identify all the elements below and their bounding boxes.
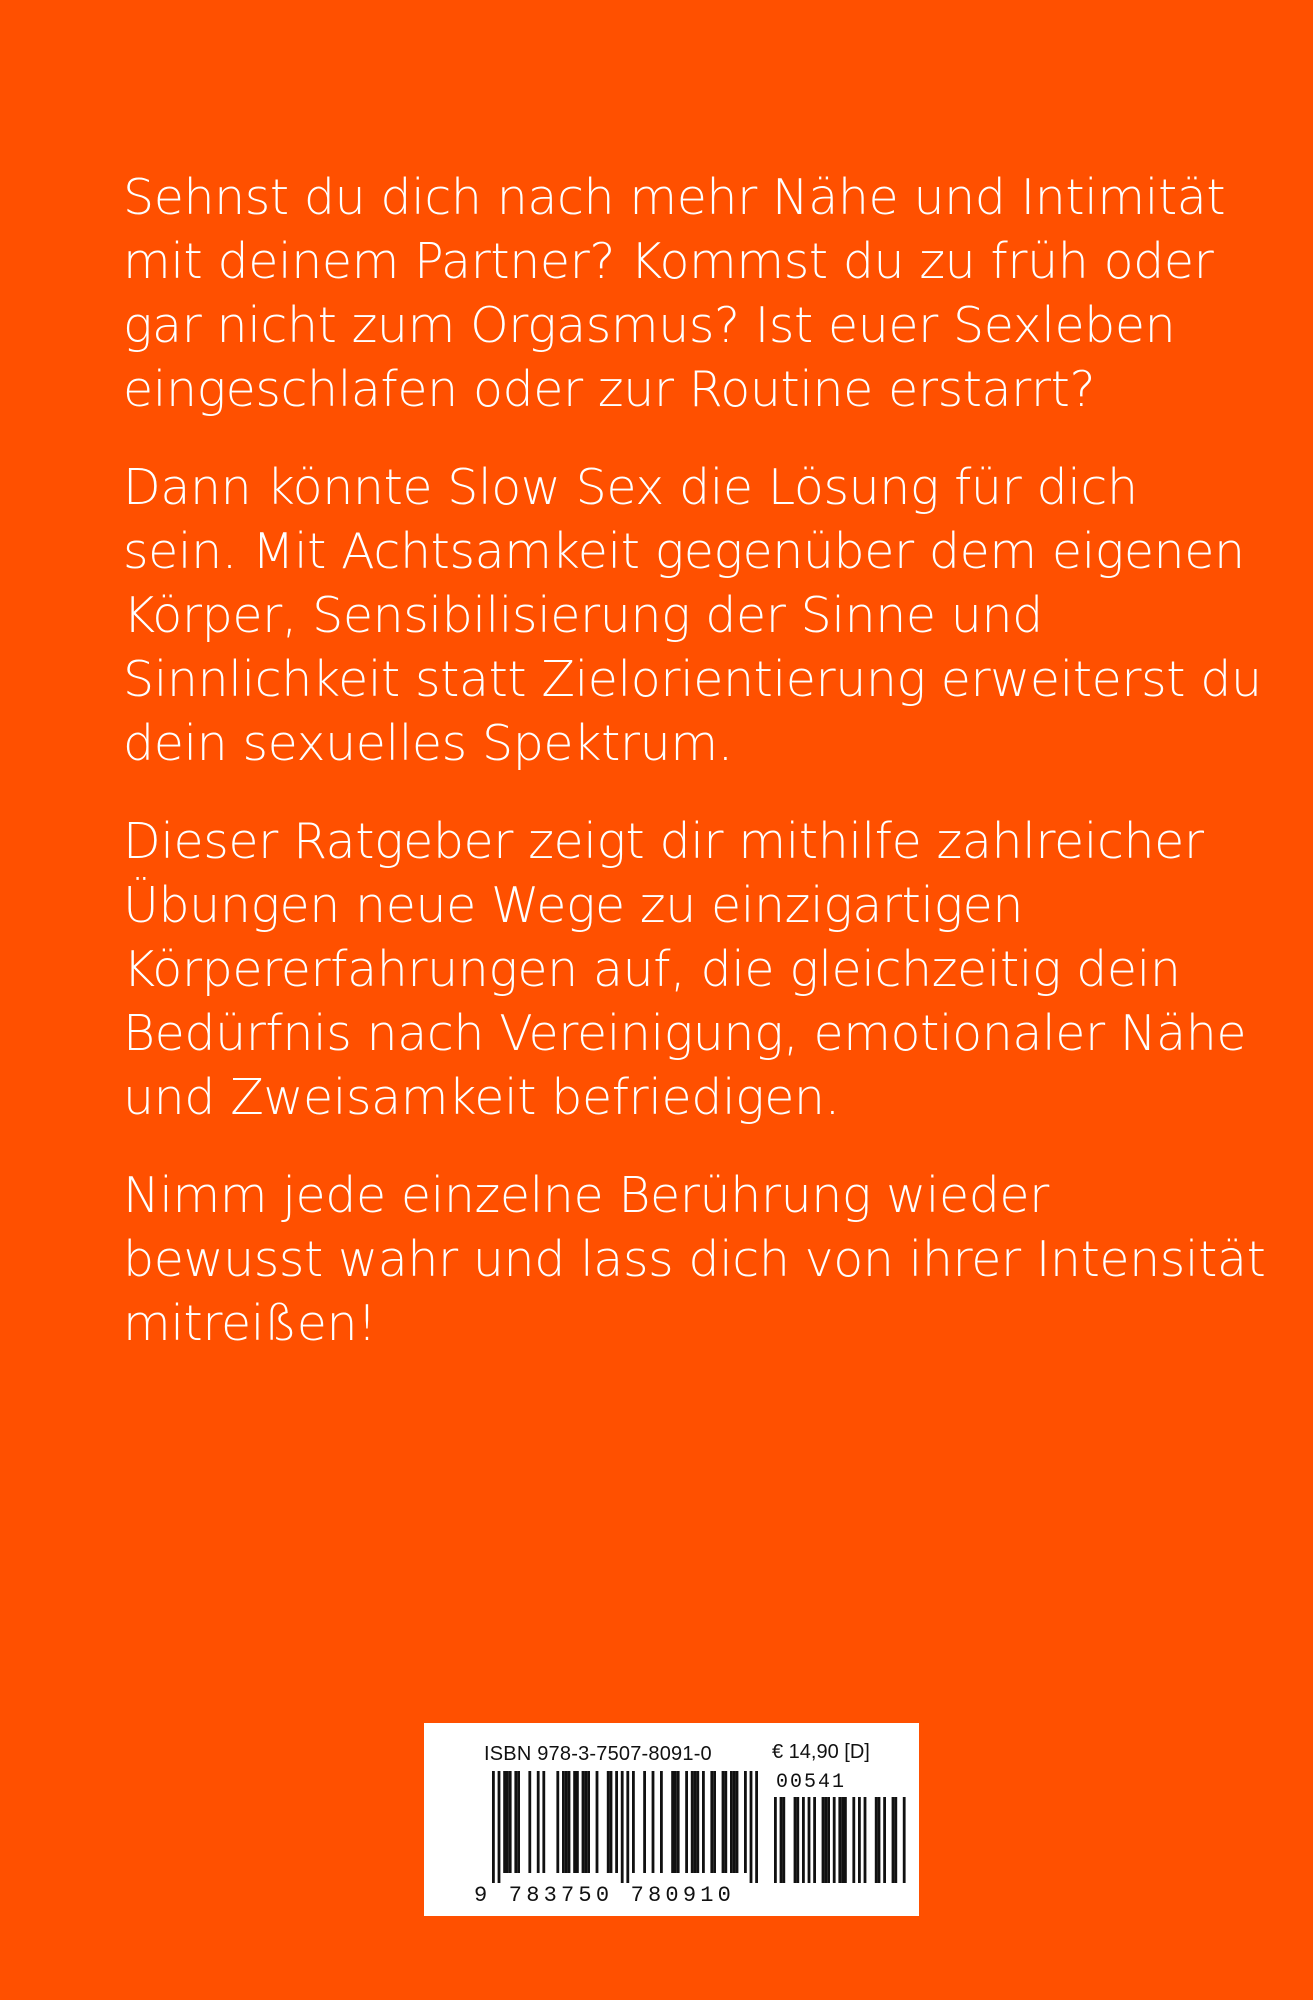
barcode-bar — [782, 1797, 785, 1883]
blurb-line: Dann könnte Slow Sex die Lösung für dich — [123, 459, 1138, 516]
barcode-bar — [730, 1771, 733, 1873]
barcode-bar — [794, 1797, 797, 1883]
barcode-bar — [844, 1797, 847, 1883]
barcode-bar — [565, 1771, 568, 1873]
barcode-bar — [822, 1797, 825, 1883]
price-label: € 14,90 [D] — [772, 1741, 870, 1763]
blurb-line: dein sexuelles Spektrum. — [123, 715, 733, 772]
barcode-bar — [556, 1771, 559, 1873]
barcode-bar — [878, 1797, 881, 1883]
barcode-bar — [503, 1771, 506, 1873]
barcode-bar — [875, 1797, 878, 1883]
barcode-bar — [626, 1771, 629, 1883]
barcode-bar — [691, 1771, 694, 1873]
barcode-bar — [596, 1771, 599, 1873]
barcode-bar — [733, 1771, 736, 1873]
barcode-bar — [750, 1771, 753, 1883]
isbn-label: ISBN 978-3-7507-8091-0 — [484, 1743, 712, 1765]
barcode-bar — [858, 1797, 861, 1883]
barcode-bar — [607, 1771, 610, 1873]
barcode-bar — [677, 1771, 680, 1873]
barcode-bar — [632, 1771, 635, 1873]
barcode-bar — [528, 1771, 531, 1873]
barcode-bar — [713, 1771, 716, 1873]
blurb-line: sein. Mit Achtsamkeit gegenüber dem eigenen — [123, 523, 1245, 580]
barcode-bar — [517, 1771, 520, 1873]
barcode-bar — [808, 1797, 811, 1883]
addon-code: 00541 — [776, 1771, 847, 1794]
barcode-bar — [582, 1771, 585, 1873]
blurb-paragraph-4 — [123, 1164, 1266, 1356]
barcode-bar — [852, 1797, 855, 1883]
blurb-line: Dieser Ratgeber zeigt dir mithilfe zahlreicher — [123, 813, 1204, 870]
barcode-bar — [724, 1771, 727, 1873]
barcode-bar — [660, 1771, 663, 1873]
barcode-bar — [492, 1771, 495, 1883]
blurb-paragraph-1 — [123, 166, 1233, 422]
barcode-bar — [498, 1771, 501, 1883]
barcode-label — [424, 1723, 919, 1916]
barcode-bar — [841, 1797, 844, 1883]
barcode-bar — [864, 1797, 867, 1883]
barcode-bar — [696, 1771, 699, 1873]
barcode-bar — [892, 1797, 895, 1883]
barcode-bar — [802, 1797, 805, 1883]
ean-digits: 9 783750 780910 — [474, 1883, 736, 1908]
barcode-bar — [610, 1771, 613, 1873]
barcode-bar — [584, 1771, 587, 1873]
barcode-bar — [615, 1771, 618, 1873]
barcode-bar — [562, 1771, 565, 1873]
barcode-bar — [827, 1797, 830, 1883]
barcode-bar — [573, 1771, 576, 1873]
barcode-bar — [722, 1771, 725, 1873]
barcode-bar — [894, 1797, 897, 1883]
barcode-bar — [674, 1771, 677, 1873]
addon-barcode — [774, 1797, 906, 1883]
blurb-line: Sinnlichkeit statt Zielorientierung erweiterst du — [123, 651, 1262, 708]
barcode-bar — [833, 1797, 836, 1883]
barcode-bar — [587, 1771, 590, 1873]
barcode-bar — [903, 1797, 906, 1883]
barcode-bar — [774, 1797, 777, 1883]
barcode-bar — [652, 1771, 655, 1873]
blurb-line: Bedürfnis nach Vereinigung, emotionaler Nähe — [123, 1005, 1247, 1062]
back-cover-blurb — [123, 166, 1266, 1390]
blurb-paragraph-3 — [123, 810, 1247, 1130]
barcode-bar — [621, 1771, 624, 1883]
barcode-bar — [694, 1771, 697, 1873]
blurb-line: Körper, Sensibilisierung der Sinne und — [123, 587, 1043, 644]
blurb-line: gar nicht zum Orgasmus? Ist euer Sexleben — [123, 297, 1176, 354]
barcode-bar — [643, 1771, 646, 1873]
blurb-line: mit deinem Partner? Kommst du zu früh oder — [123, 233, 1214, 290]
barcode-bar — [883, 1797, 886, 1883]
blurb-line: und Zweisamkeit befriedigen. — [123, 1069, 840, 1126]
blurb-line: Körpererfahrungen auf, die gleichzeitig dein — [123, 941, 1181, 998]
barcode-bar — [710, 1771, 713, 1873]
barcode-bar — [780, 1797, 783, 1883]
barcode-bar — [796, 1797, 799, 1883]
barcode-bar — [702, 1771, 705, 1873]
blurb-line: Sehnst du dich nach mehr Nähe und Intimität — [123, 169, 1226, 226]
ean-barcode — [492, 1771, 758, 1883]
barcode-bar — [568, 1771, 571, 1873]
blurb-line: mitreißen! — [123, 1295, 377, 1352]
barcode-bar — [813, 1797, 816, 1883]
blurb-line: Übungen neue Wege zu einzigartigen — [123, 877, 1024, 934]
barcode-bar — [542, 1771, 545, 1873]
barcode-bar — [537, 1771, 540, 1873]
blurb-line: bewusst wahr und lass dich von ihrer Intensität — [123, 1231, 1266, 1288]
blurb-paragraph-2 — [123, 456, 1262, 776]
barcode-bar — [576, 1771, 579, 1873]
barcode-bar — [506, 1771, 509, 1873]
blurb-line: eingeschlafen oder zur Routine erstarrt? — [123, 361, 1096, 418]
barcode-bar — [671, 1771, 674, 1873]
barcode-bar — [824, 1797, 827, 1883]
barcode-bar — [744, 1771, 747, 1873]
barcode-bar — [838, 1797, 841, 1883]
barcode-bar — [685, 1771, 688, 1873]
barcode-bar — [736, 1771, 739, 1873]
barcode-bar — [755, 1771, 758, 1883]
blurb-line: Nimm jede einzelne Berührung wieder — [123, 1167, 1049, 1224]
barcode-bar — [514, 1771, 517, 1873]
barcode-bar — [509, 1771, 512, 1873]
